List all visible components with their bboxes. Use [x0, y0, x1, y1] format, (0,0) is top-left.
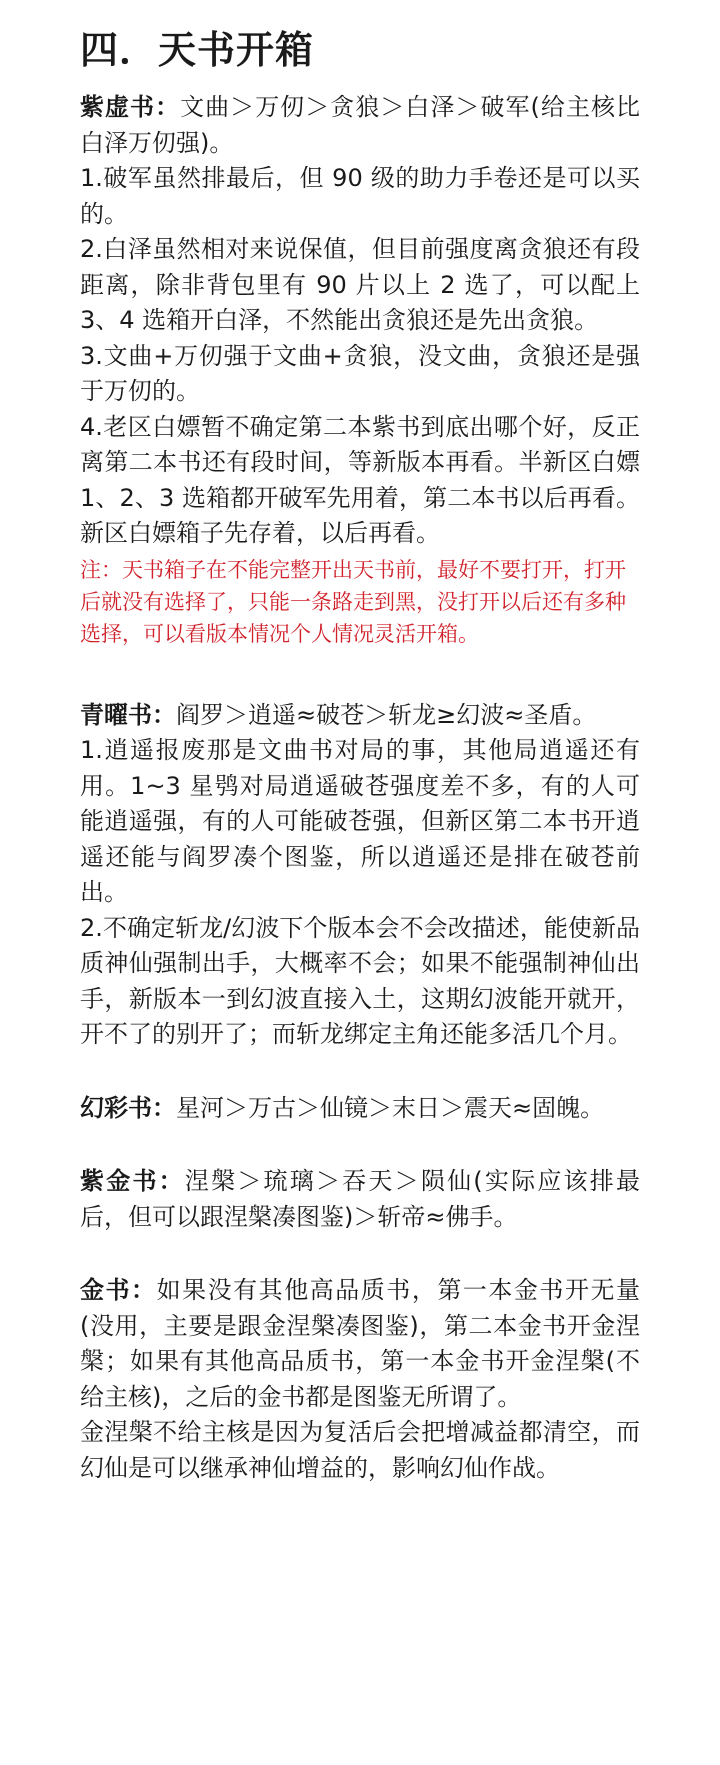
section-zixu: [80, 90, 640, 650]
ranking-paragraph: [80, 698, 640, 734]
ranking-text: 文曲＞万仞＞贪狼＞白泽＞破军(给主核比白泽万仞强)。: [80, 93, 640, 157]
spacer: [80, 1126, 640, 1164]
ranking-text: 阎罗＞逍遥≈破苍＞斩龙≥幻波≈圣盾。: [176, 700, 597, 729]
section-label: 金书：: [80, 1276, 157, 1304]
section-huancai: [80, 1091, 640, 1127]
ranking-paragraph: [80, 1164, 640, 1235]
ranking-paragraph: [80, 90, 640, 161]
section-qingyao: [80, 698, 640, 1053]
section-zijin: [80, 1164, 640, 1235]
list-item: 1.破军虽然排最后，但 90 级的助力手卷还是可以买的。: [80, 164, 640, 228]
list-item: 2.不确定斩龙/幻波下个版本会不会改描述，能使新品质神仙强制出手，大概率不会；如果不能强制神仙出手，新版本一到幻波直接入土，这期幻波能开就开，开不了的别开了；而斩龙绑定主角还能多活几个月。: [80, 913, 640, 1048]
ranking-paragraph: [80, 1273, 640, 1415]
list-item: 1.逍遥报废那是文曲书对局的事，其他局逍遥还有用。1~3 星鸮对局逍遥破苍强度差不多，有的人可能逍遥强，有的人可能破苍强，但新区第二本书开逍遥还能与阎罗凑个图鉴，所以逍遥还是排在破苍前出。: [80, 736, 640, 906]
ranking-paragraph: [80, 1091, 640, 1127]
section-label: 紫虚书：: [80, 93, 181, 121]
section-label: 紫金书：: [80, 1167, 185, 1195]
list-item: 2.白泽虽然相对来说保值，但目前强度离贪狼还有段距离，除非背包里有 90 片以上 2 选了，可以配上 3、4 选箱开白泽，不然能出贪狼还是先出贪狼。: [80, 235, 640, 334]
section-label: 幻彩书：: [80, 1093, 176, 1122]
page-title: 四．天书开箱: [80, 28, 315, 72]
spacer: [80, 650, 640, 698]
section-label: 青曜书：: [80, 700, 176, 729]
ranking-text: 星河＞万古＞仙镜＞末日＞震天≈固魄。: [176, 1093, 605, 1122]
section-jin: [80, 1273, 640, 1486]
list-item: 金涅槃不给主核是因为复活后会把增减益都清空，而幻仙是可以继承神仙增益的，影响幻仙作战。: [80, 1418, 640, 1482]
ranking-text: 涅槃＞琉璃＞吞天＞陨仙(实际应该排最后，但可以跟涅槃凑图鉴)＞斩帝≈佛手。: [80, 1167, 640, 1231]
warning-note: 注：天书箱子在不能完整开出天书前，最好不要打开，打开后就没有选择了，只能一条路走到黑，没打开以后还有多种选择，可以看版本情况个人情况灵活开箱。: [80, 557, 626, 646]
spacer: [80, 1053, 640, 1091]
ranking-text: 如果没有其他高品质书，第一本金书开无量(没用，主要是跟金涅槃凑图鉴)，第二本金书开金涅槃；如果有其他高品质书，第一本金书开金涅槃(不给主核)，之后的金书都是图鉴无所谓了。: [80, 1276, 641, 1411]
spacer: [80, 1235, 640, 1273]
list-item: 4.老区白嫖暂不确定第二本紫书到底出哪个好，反正离第二本书还有段时间，等新版本再看。半新区白嫖 1、2、3 选箱都开破军先用着，第二本书以后再看。新区白嫖箱子先存着，以后再看。: [80, 412, 640, 547]
list-item: 3.文曲+万仞强于文曲+贪狼，没文曲，贪狼还是强于万仞的。: [80, 341, 640, 405]
